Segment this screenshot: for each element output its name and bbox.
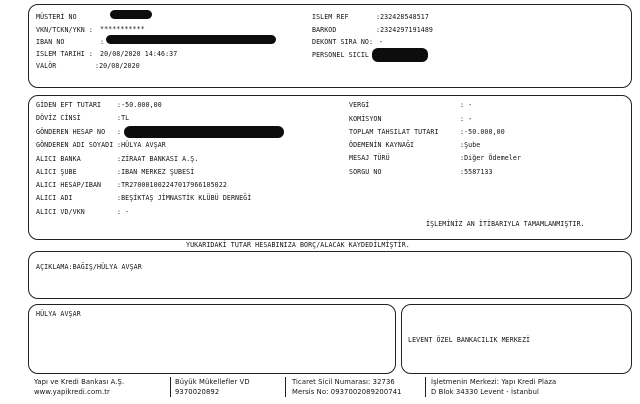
detail-left-label-1: DÖVİZ CİNSİ [36, 114, 81, 122]
detail-left-value-6: :TR270001002247017966105022 [117, 181, 227, 189]
branch-name: LEVENT ÖZEL BANKACILIK MERKEZİ [408, 336, 531, 344]
footer-separator-1 [170, 377, 171, 397]
borc-alacak-notice: YUKARIDAKİ TUTAR HESABINIZA BORÇ/ALACAK KAYDEDİLMİŞTİR. [186, 241, 410, 249]
detail-left-label-2: GÖNDEREN HESAP NO [36, 128, 106, 136]
barkod-label: BARKOD [312, 26, 337, 34]
detail-left-label-8: ALICI VD/VKN [36, 208, 85, 216]
dekont-label: DEKONT SIRA NO: [312, 38, 374, 46]
iban-redaction [106, 35, 276, 44]
footer-mersis: Mersis No: 0937002089200741 [292, 388, 402, 396]
musteri-no-redaction [110, 10, 152, 19]
detail-left-value-8: : - [117, 208, 130, 216]
iban-colon: : [100, 38, 105, 46]
footer-tax-number: 9370020892 [175, 388, 220, 396]
detail-right-value-4: :Diğer Ödemeler [460, 154, 522, 162]
footer-headquarters: İşletmenin Merkezi: Yapı Kredi Plaza [431, 378, 557, 386]
detail-left-value-5: :IBAN MERKEZ ŞUBESİ [117, 168, 195, 176]
detail-right-label-5: SORGU NO [349, 168, 382, 176]
detail-right-value-2: :-50.000,00 [460, 128, 505, 136]
footer-bank-url: www.yapikredi.com.tr [34, 388, 110, 396]
detail-left-value-2: : [117, 128, 122, 136]
detail-right-label-0: VERGİ [349, 101, 370, 109]
islem-ref-label: ISLEM REF [312, 13, 349, 21]
islem-tarihi-label: ISLEM TARIHI : [36, 50, 93, 58]
detail-right-label-3: ÖDEMENİN KAYNAĞI [349, 141, 415, 149]
detail-left-label-6: ALICI HESAP/IBAN [36, 181, 102, 189]
dekont-value: - [379, 38, 384, 46]
detail-left-label-3: GÖNDEREN ADI SOYADI [36, 141, 114, 149]
customer-name: HÜLYA AVŞAR [36, 310, 81, 318]
detail-right-value-3: :Şube [460, 141, 481, 149]
musteri-no-label: MÜSTERİ NO [36, 13, 77, 21]
footer-separator-3 [425, 377, 426, 397]
vkn-label: VKN/TCKN/YKN : [36, 26, 93, 34]
detail-right-value-1: : - [460, 115, 473, 123]
detail-right-label-1: KOMİSYON [349, 115, 382, 123]
detail-right-label-4: MESAJ TÜRÜ [349, 154, 390, 162]
detail-left-value-3: :HÜLYA AVŞAR [117, 141, 166, 149]
description-text: AÇIKLAMA:BAĞIŞ/HÜLYA AVŞAR [36, 263, 142, 271]
valor-value: :20/08/2020 [95, 62, 140, 70]
detail-left-label-5: ALICI ŞUBE [36, 168, 77, 176]
detail-left-value-0: :-50.000,00 [117, 101, 162, 109]
transaction-status: İŞLEMİNİZ AN İTİBARIYLA TAMAMLANMIŞTIR. [426, 220, 585, 228]
detail-left-value-1: :TL [117, 114, 130, 122]
signature-box-customer [28, 304, 396, 374]
detail-right-label-2: TOPLAM TAHSILAT TUTARI [349, 128, 439, 136]
description-box [28, 251, 632, 299]
footer-separator-2 [285, 377, 286, 397]
detail-right-value-0: : - [460, 101, 473, 109]
iban-label: IBAN NO [36, 38, 65, 46]
footer-trade-registry: Ticaret Sicil Numarası: 32736 [292, 378, 395, 386]
detail-right-value-5: :5587133 [460, 168, 493, 176]
detail-left-label-4: ALICI BANKA [36, 155, 81, 163]
islem-tarihi-value: 20/08/2020 14:46:37 [100, 50, 178, 58]
footer-address: D Blok 34330 Levent - İstanbul [431, 388, 539, 396]
detail-left-value-4: :ZİRAAT BANKASI A.Ş. [117, 155, 199, 163]
islem-ref-value: :232428548517 [376, 13, 429, 21]
vkn-value: *********** [100, 25, 145, 33]
footer-bank-name: Yapı ve Kredi Bankası A.Ş. [34, 378, 125, 386]
hesap-no-redaction [124, 126, 284, 138]
personel-redaction [372, 48, 428, 62]
valor-label: VALÖR [36, 62, 57, 70]
barkod-value: :2324297191489 [376, 26, 433, 34]
personel-label: PERSONEL SICIL [312, 51, 369, 59]
detail-left-label-7: ALICI ADI [36, 194, 73, 202]
detail-left-label-0: GİDEN EFT TUTARI [36, 101, 102, 109]
footer-tax-office: Büyük Mükellefler VD [175, 378, 250, 386]
detail-left-value-7: :BEŞİKTAŞ JİMNASTİK KLÜBÜ DERNEĞİ [117, 194, 252, 202]
